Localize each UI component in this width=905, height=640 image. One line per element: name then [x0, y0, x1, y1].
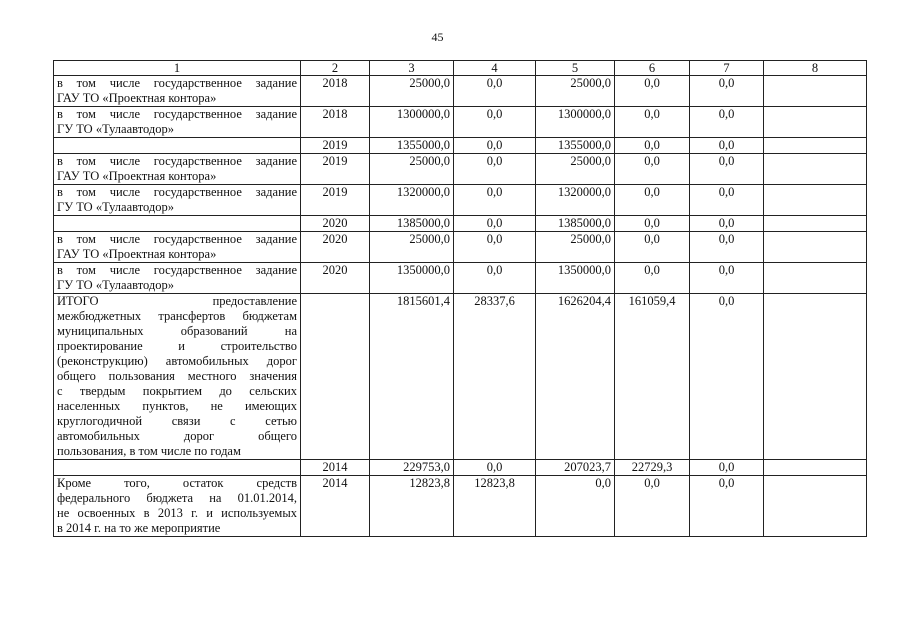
- header-cell: 3: [370, 61, 454, 76]
- table-row: [54, 460, 867, 476]
- value-col4: 0,0: [454, 76, 536, 107]
- value-col4: 0,0: [454, 263, 536, 294]
- value-col4: 0,0: [454, 185, 536, 216]
- value-col6: 22729,3: [615, 460, 690, 476]
- table-row: [54, 476, 867, 537]
- value-col4: 0,0: [454, 154, 536, 185]
- value-col3: 229753,0: [370, 460, 454, 476]
- year-cell: 2019: [301, 138, 370, 154]
- value-col4: 12823,8: [454, 476, 536, 537]
- value-col3: 1385000,0: [370, 216, 454, 232]
- value-col3: 1300000,0: [370, 107, 454, 138]
- value-col6: 0,0: [615, 232, 690, 263]
- row-description: [54, 185, 301, 216]
- description-line: ГАУ ТО «Проектная контора»: [57, 91, 217, 105]
- value-col3: 1355000,0: [370, 138, 454, 154]
- description-line: в 2014 г. на то же мероприятие: [57, 521, 221, 535]
- description-line: в том числе государственное задание: [57, 263, 297, 277]
- value-col5: 25000,0: [536, 76, 615, 107]
- description-line: ГУ ТО «Тулаавтодор»: [57, 200, 175, 214]
- description-line: ГАУ ТО «Проектная контора»: [57, 169, 217, 183]
- header-cell: 7: [690, 61, 764, 76]
- value-col6: 0,0: [615, 216, 690, 232]
- value-col8: [764, 138, 867, 154]
- value-col8: [764, 216, 867, 232]
- row-description: [54, 216, 301, 232]
- value-col7: 0,0: [690, 138, 764, 154]
- header-cell: 2: [301, 61, 370, 76]
- year-cell: 2018: [301, 107, 370, 138]
- value-col6: 0,0: [615, 138, 690, 154]
- value-col5: 1355000,0: [536, 138, 615, 154]
- value-col7: 0,0: [690, 476, 764, 537]
- value-col5: 1320000,0: [536, 185, 615, 216]
- description-line: ГУ ТО «Тулаавтодор»: [57, 122, 175, 136]
- value-col5: 25000,0: [536, 232, 615, 263]
- table-row: [54, 232, 867, 263]
- value-col3: 25000,0: [370, 232, 454, 263]
- year-cell: 2014: [301, 476, 370, 537]
- header-cell: 6: [615, 61, 690, 76]
- description-line: не освоенных в 2013 г. и используемых: [57, 506, 297, 520]
- description-line: (реконструкцию) автомобильных дорог: [57, 354, 297, 368]
- description-line: Кроме того, остаток средств: [57, 476, 297, 490]
- row-description: [54, 76, 301, 107]
- description-line: в том числе государственное задание: [57, 107, 297, 121]
- value-col7: 0,0: [690, 263, 764, 294]
- description-line: в том числе государственное задание: [57, 185, 297, 199]
- page-number: 45: [431, 30, 444, 44]
- value-col4: 0,0: [454, 107, 536, 138]
- year-cell: 2018: [301, 76, 370, 107]
- description-line: круглогодичной связи с сетью: [57, 414, 297, 428]
- description-line: проектирование и строительство: [57, 339, 297, 353]
- value-col4: 28337,6: [454, 294, 536, 460]
- header-cell: 1: [54, 61, 301, 76]
- value-col4: 0,0: [454, 216, 536, 232]
- value-col3: 1350000,0: [370, 263, 454, 294]
- value-col8: [764, 232, 867, 263]
- value-col5: 1385000,0: [536, 216, 615, 232]
- value-col7: 0,0: [690, 460, 764, 476]
- value-col6: 0,0: [615, 263, 690, 294]
- description-line: федерального бюджета на 01.01.2014,: [57, 491, 297, 505]
- value-col6: 161059,4: [615, 294, 690, 460]
- description-line: населенных пунктов, не имеющих: [57, 399, 297, 413]
- value-col8: [764, 107, 867, 138]
- value-col3: 1815601,4: [370, 294, 454, 460]
- value-col4: 0,0: [454, 138, 536, 154]
- row-description: [54, 138, 301, 154]
- description-line: в том числе государственное задание: [57, 154, 297, 168]
- value-col5: 1350000,0: [536, 263, 615, 294]
- value-col7: 0,0: [690, 185, 764, 216]
- budget-table: [53, 60, 867, 537]
- header-cell: 5: [536, 61, 615, 76]
- table-row: [54, 294, 867, 460]
- year-cell: 2019: [301, 154, 370, 185]
- year-cell: 2020: [301, 216, 370, 232]
- value-col5: 1300000,0: [536, 107, 615, 138]
- table-row: [54, 185, 867, 216]
- table-row: [54, 107, 867, 138]
- value-col4: 0,0: [454, 460, 536, 476]
- row-description: [54, 460, 301, 476]
- value-col4: 0,0: [454, 232, 536, 263]
- table-row: [54, 154, 867, 185]
- year-cell: 2014: [301, 460, 370, 476]
- value-col7: 0,0: [690, 216, 764, 232]
- year-cell: 2019: [301, 185, 370, 216]
- value-col7: 0,0: [690, 154, 764, 185]
- value-col7: 0,0: [690, 107, 764, 138]
- value-col7: 0,0: [690, 294, 764, 460]
- description-line: ГУ ТО «Тулаавтодор»: [57, 278, 175, 292]
- value-col5: 207023,7: [536, 460, 615, 476]
- description-line: в том числе государственное задание: [57, 232, 297, 246]
- row-description: [54, 107, 301, 138]
- value-col6: 0,0: [615, 107, 690, 138]
- value-col6: 0,0: [615, 185, 690, 216]
- description-line: муниципальных образований на: [57, 324, 297, 338]
- value-col6: 0,0: [615, 476, 690, 537]
- description-line: автомобильных дорог общего: [57, 429, 297, 443]
- value-col5: 0,0: [536, 476, 615, 537]
- value-col5: 25000,0: [536, 154, 615, 185]
- table-row: [54, 76, 867, 107]
- table-row: [54, 216, 867, 232]
- description-line: пользования, в том числе по годам: [57, 444, 241, 458]
- description-line: межбюджетных трансфертов бюджетам: [57, 309, 297, 323]
- value-col8: [764, 76, 867, 107]
- year-cell: 2020: [301, 232, 370, 263]
- row-description: [54, 232, 301, 263]
- row-description: [54, 294, 301, 460]
- value-col8: [764, 185, 867, 216]
- table-body: [54, 61, 867, 537]
- value-col6: 0,0: [615, 76, 690, 107]
- table-row: [54, 263, 867, 294]
- year-cell: 2020: [301, 263, 370, 294]
- header-cell: 4: [454, 61, 536, 76]
- value-col3: 25000,0: [370, 76, 454, 107]
- row-description: [54, 154, 301, 185]
- value-col8: [764, 154, 867, 185]
- value-col7: 0,0: [690, 232, 764, 263]
- value-col8: [764, 263, 867, 294]
- value-col3: 12823,8: [370, 476, 454, 537]
- value-col3: 25000,0: [370, 154, 454, 185]
- header-cell: 8: [764, 61, 867, 76]
- row-description: [54, 263, 301, 294]
- value-col6: 0,0: [615, 154, 690, 185]
- description-line: ИТОГО предоставление: [57, 294, 297, 308]
- header-row: [54, 61, 867, 76]
- value-col3: 1320000,0: [370, 185, 454, 216]
- description-line: с твердым покрытием до сельских: [57, 384, 297, 398]
- description-line: ГАУ ТО «Проектная контора»: [57, 247, 217, 261]
- year-cell: [301, 294, 370, 460]
- value-col5: 1626204,4: [536, 294, 615, 460]
- description-line: в том числе государственное задание: [57, 76, 297, 90]
- description-line: общего пользования местного значения: [57, 369, 297, 383]
- row-description: [54, 476, 301, 537]
- table-row: [54, 138, 867, 154]
- value-col7: 0,0: [690, 76, 764, 107]
- value-col8: [764, 294, 867, 460]
- value-col8: [764, 460, 867, 476]
- value-col8: [764, 476, 867, 537]
